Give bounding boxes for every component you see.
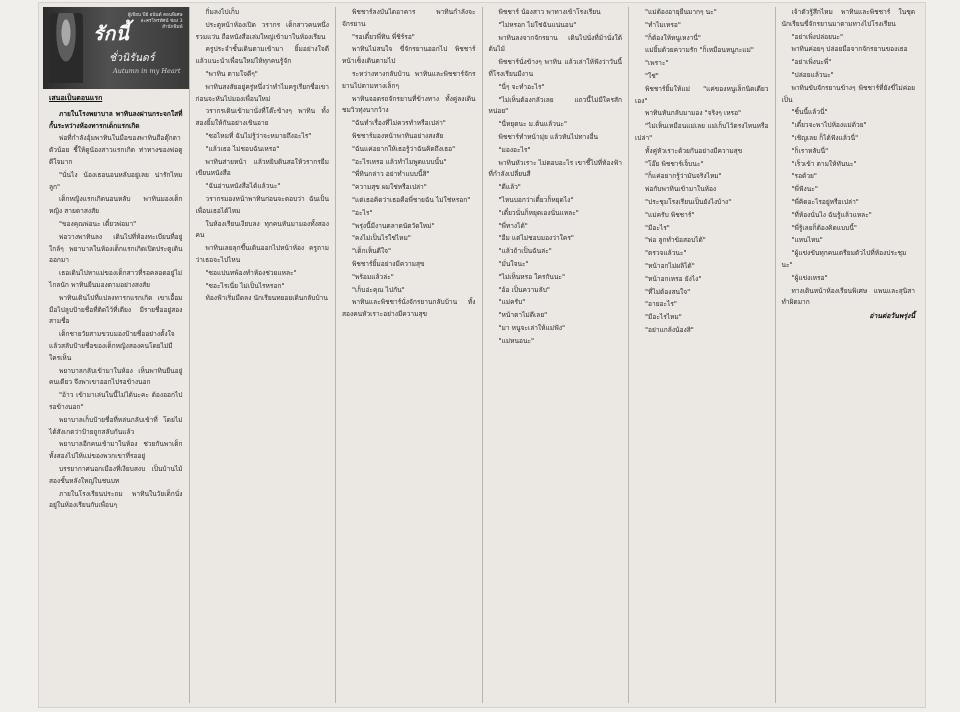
article-paragraph: "พ่อ ลูกทำข้อสอบได้" xyxy=(645,236,706,245)
article-lead-paragraph: ภายในโรงพยาบาล พาทินลงผ่านกระจกใสที่กั้นระหว่างห้องทารกเด็กแรกเกิด xyxy=(49,109,183,130)
column-4 xyxy=(483,7,630,703)
article-paragraph: ภายในโรงเรียนประถม พาทินในวัยเด็กนั่งอยู่ในห้องเรียนกับเพื่อนๆ xyxy=(49,489,183,510)
article-paragraph: "มีอะไร" xyxy=(645,223,670,232)
article-paragraph: "ไม่เห็นเหมือนแม่เลย แม่เก็บไว้ตรงไหนหรือเปล่า" xyxy=(635,122,769,142)
article-paragraph: พาทินหัวเราะ ไม่ตอบอะไร เขาชี้ไปที่ท้องฟ้าที่กำลังเปลี่ยนสี xyxy=(488,158,622,179)
article-paragraph: "อย่าเพิ่งปล่อยนะ" xyxy=(791,32,844,41)
article-paragraph: "ความสุข ผมใช่หรือเปล่า" xyxy=(352,183,427,192)
article-paragraph: "เร็วเข้า ตามให้ทันนะ" xyxy=(791,159,857,168)
article-paragraph: "ผู้แข่งเหรอ" xyxy=(791,273,828,282)
column-body xyxy=(49,109,183,512)
article-paragraph: "อายอะไร" xyxy=(645,300,677,309)
credit-line-3: สำนักพิมพ์ xyxy=(162,25,183,30)
article-paragraph: ท้องฟ้าเริ่มมืดลง นักเรียนทยอยเดินกลับบ้าน xyxy=(205,294,328,303)
article-paragraph: "แต่เธอคิดว่าเธอคือพี่ชายฉัน ไม่ใช่หรอก" xyxy=(352,195,471,204)
article-columns xyxy=(43,7,921,703)
article-paragraph: เธอเดินไปหาแม่ของเด็กสาวที่รอคลอดอยู่ไม่ไกลนัก พาทินยืนมองตามอย่างสงสัย xyxy=(49,269,183,289)
serial-title: รักนี้ xyxy=(93,23,130,45)
article-paragraph: วรากรมองหน้าพาทินก่อนจะตอบว่า ฉันเป็นเพื่อนเธอได้ไหม xyxy=(195,194,329,215)
serial-banner xyxy=(43,7,189,89)
column-body xyxy=(489,7,623,348)
column-body xyxy=(782,7,916,309)
article-paragraph: "โอ๊ย พิชชาร์เจ็บนะ" xyxy=(645,159,704,168)
article-paragraph: "พร้อมแล้วล่ะ" xyxy=(352,272,394,281)
article-paragraph: "หน้าตาไม่ดีเลย" xyxy=(498,311,548,320)
article-paragraph: ทางเดินหน้าห้องเรียนพิเศษ แพนและสุนิสาทำผิดมาก xyxy=(781,286,915,307)
article-paragraph: "เชิญเลย ก็ได้ฟังแล้วนี่" xyxy=(791,133,859,142)
article-paragraph: "ซอไหมที่ ฉันไม่รู้ว่าจะหมายถึงอะไร" xyxy=(205,131,312,140)
article-paragraph: "ฉันแค่อยากให้เธอรู้ว่าฉันคิดถึงเธอ" xyxy=(352,144,456,153)
article-paragraph: "พี่ฟังนะ" xyxy=(791,185,818,194)
article-paragraph: "แหนไหน" xyxy=(791,236,823,245)
article-paragraph: "ใช่" xyxy=(645,71,659,80)
newspaper-page xyxy=(38,2,926,708)
column-6 xyxy=(776,7,922,703)
article-paragraph: เด็กชายวัยสามขวบมองป้ายชื่ออย่างตั้งใจ แล้วสลับป้ายชื่อของเด็กหญิงสองคนโดยไม่มีใครเห็น xyxy=(49,330,175,362)
article-paragraph: วรากรเดินเข้ามานั่งที่โต๊ะข้างๆ พาทิน ทั้งสองยิ้มให้กันอย่างเขินอาย xyxy=(195,107,329,128)
article-paragraph: พิชชาร์นั่งข้างๆ พาทิน แล้วเล่าให้ฟังว่าวันนี้ที่โรงเรียนมีงาน xyxy=(488,58,622,78)
column-2 xyxy=(190,7,337,703)
article-paragraph: "ไหนบอกว่าเดี๋ยวก็หยุดไง" xyxy=(498,195,574,204)
article-paragraph: พาทินขับจักรยานข้างๆ พิชชาร์ที่ยังขี่ไม่ค่อยเป็น xyxy=(781,83,915,104)
article-paragraph: พาทินลงจากจักรยาน เดินไปนั่งที่ม้านั่งใต้ต้นไม้ xyxy=(488,33,622,54)
article-paragraph: "ซอแปนทพ้องทำห้องช่วยแหละ" xyxy=(205,268,297,277)
article-paragraph: ในห้องเรียนเงียบลง ทุกคนหันมามองทั้งสองคน xyxy=(195,219,329,240)
article-paragraph: "หน้าอกเหรอ ยังไง" xyxy=(645,274,702,283)
article-paragraph: "ประชุมโรงเรียนเป็นยังไงบ้าง" xyxy=(645,197,732,206)
article-paragraph: "พาทิน ตามใจดีๆ" xyxy=(205,69,258,78)
article-paragraph: พ่อที่กำลังอุ้มพาทินในมือของพาทินถือตุ๊กตาตัวน้อย ชี้ให้ดูน้องสาวแรกเกิด ท่าทางของพ่อดูดีใจมาก xyxy=(49,134,183,166)
article-paragraph: "ตรวจแล้วนะ" xyxy=(645,249,687,258)
article-paragraph: พาทินค่อยๆ ปล่อยมือจากจักรยานของเธอ xyxy=(791,45,908,54)
article-paragraph: ทั้งคู่หัวเราะด้วยกันอย่างมีความสุข xyxy=(645,146,743,155)
article-paragraph: "ปล่อยแล้วนะ" xyxy=(791,70,834,79)
continued-tomorrow-note: อ่านต่อวันพรุ่งนี้ xyxy=(869,312,915,321)
article-paragraph: "อะไรเหรอ แล้วทำไมพูดแบบนั้น" xyxy=(352,157,447,166)
article-paragraph: "พี่ทินกล่าว อย่าทำแบบนี้สิ" xyxy=(352,170,430,179)
article-paragraph: กิ่มลงไปเก็บ xyxy=(205,8,240,16)
column-body xyxy=(196,7,330,305)
article-paragraph: "เด็กเห็นดีใจ" xyxy=(352,247,392,256)
article-paragraph: พาทินหันกลับมามอง "จริงๆ เหรอ" xyxy=(645,109,742,118)
article-paragraph: "ไม่หรอก ไม่ใช่ฉันแน่นอน" xyxy=(498,20,577,29)
section-tag: เสนอเป็นตอนแรก xyxy=(49,94,103,102)
article-paragraph: ประตูหน้าห้องเปิด วรากร เด็กสาวคนหนึ่งรวมแว่น ถือหนังสือเล่มใหญ่เข้ามาในห้องเรียน xyxy=(195,20,329,41)
article-paragraph: "นี่หยุดนะ ม.ต้นแล้วนะ" xyxy=(498,120,567,129)
article-paragraph: "อ้าว เข้ามาเล่นในนี้ไม่ได้นะคะ ต้องออกไปรอข้างนอก" xyxy=(49,391,183,411)
article-paragraph: "แม่ต้องอายุยืนมากๆ นะ" xyxy=(645,8,717,16)
column-1 xyxy=(43,7,190,703)
article-paragraph: พิชชาร์ยิ้มอย่างมีความสุข xyxy=(352,259,425,268)
article-paragraph: "ก็แค่อยากรู้ว่ามันจริงไหม" xyxy=(645,172,722,181)
article-paragraph: พยาบาลเก็บป้ายชื่อที่หล่นกลับเข้าที่ โดยไม่ได้สังเกตว่าป้ายถูกสลับกันแล้ว xyxy=(49,415,183,436)
article-paragraph: "ผู้แข่งขันทุกคนเตรียมตัวไปที่ห้องประชุมนะ" xyxy=(781,249,907,269)
column-body xyxy=(635,7,769,337)
article-paragraph: "แม่หนอนะ" xyxy=(498,336,535,345)
article-paragraph: พาทินเลยลุกขึ้นเดินออกไปหน้าห้อง ครูถามว่าเธอจะไปไหน xyxy=(195,244,329,264)
article-paragraph: "พี่รู้เลยก็ต้องคิดแบบนี้" xyxy=(791,223,857,232)
article-paragraph: พิชชาร์ทำหน้ามุ่ย แล้วหันไปทางอื่น xyxy=(498,132,599,141)
serial-english-title: Autumn in my Heart xyxy=(113,67,181,75)
article-paragraph: บรรยากาศนอกเมืองที่เงียบสงบ เป็นบ้านไม้สองชั้นหลังใหญ่ในชนบท xyxy=(49,464,183,485)
column-5 xyxy=(629,7,776,703)
article-paragraph: พยาบาลอีกคนเข้ามาในห้อง ช่วยกันพาเด็กทั้งสองไปให้แม่ของพวกเขาที่รออยู่ xyxy=(49,440,183,461)
credit-line-2: ละครโทรทัศน์ ช่อง 3 xyxy=(140,19,183,24)
article-paragraph: พาทินจอดรถจักรยานที่ข้างทาง ทั้งคู่ลงเดินชมวิวทุ่งนากว้าง xyxy=(342,94,476,115)
article-paragraph: "อ้อ เป็นความลับ" xyxy=(498,285,550,294)
article-paragraph: "ฉันทำเรื่องที่ไม่ควรทำหรือเปล่า" xyxy=(352,119,446,128)
article-paragraph: "ชิ้นนี้แล้วนี่" xyxy=(791,108,828,117)
article-paragraph: "ไม่เห็นต้องกลัวเลย แถวนี้ไม่มีใครสักหน่อย" xyxy=(488,95,622,116)
article-paragraph: "ก็ต้องให้หนูเหงานี่" xyxy=(645,33,701,42)
article-paragraph: พ่อกับพาทินเข้ามาในห้อง xyxy=(645,185,717,194)
article-paragraph: "พี่คิดอะไรอยู่หรือเปล่า" xyxy=(791,197,859,206)
article-paragraph: "ดีแล้ว" xyxy=(498,183,521,192)
article-paragraph: เด็กหญิงแรกเกิดนอนหลับ พาทินมองเด็กหญิง สายตาสงสัย xyxy=(49,195,183,216)
article-paragraph: "ของคุณพ่อนะ เดี๋ยวพ่อมา" xyxy=(59,219,137,228)
article-paragraph: "พรุ่งนี้มีงานตลาดนัดวัดใหม่" xyxy=(352,221,435,230)
article-paragraph: "มั่นใจนะ" xyxy=(498,259,529,268)
article-paragraph: "รอด้วย" xyxy=(791,172,817,181)
article-paragraph: "อะไร" xyxy=(352,208,373,217)
article-paragraph: "มา หนูจะเล่าให้แม่ฟัง" xyxy=(498,323,566,332)
credit-line-1: ผู้เขียน ปีย์ อนันต์ ตอนพิเศษ xyxy=(127,13,183,18)
column-3 xyxy=(336,7,483,703)
article-paragraph: "ไม่เห็นหรอ ใครกันนะ" xyxy=(498,272,566,281)
article-paragraph: "อย่าเพิ่งนะพี่" xyxy=(791,58,832,67)
article-paragraph: ครูประจำชั้นเดินตามเข้ามา ยิ้มอย่างใจดี แล้วแนะนำเพื่อนใหม่ให้ทุกคนรู้จัก xyxy=(195,45,329,66)
article-paragraph: "ก็เราหลับนี่" xyxy=(791,146,829,155)
article-paragraph: เจ้าตัวรู้สึกไหม พาทินและพิชชาร์ ในชุดนักเรียนขี่จักรยานมาตามทางไปโรงเรียน xyxy=(781,8,915,28)
article-paragraph: "ที่ไม่ต้องสนใจ" xyxy=(645,287,691,296)
article-paragraph: "รอเดี๋ยวพี่ทิน พี่ชิร์รอ" xyxy=(352,32,415,41)
article-paragraph: "คงไม่เป็นไรใช่ไหม" xyxy=(352,234,411,243)
article-paragraph: "อย่าแกล้งน้องสิ" xyxy=(645,325,694,334)
article-paragraph: พาทินไม่สนใจ ขี่จักรยานออกไป พิชชาร์หน้าเซ็งเดินตามไป xyxy=(342,45,476,66)
article-paragraph: "ซอะไรเนี่ย ไม่เป็นไรหรอก" xyxy=(205,281,285,290)
article-paragraph: พิชชาร์มองหน้าพาทินอย่างสงสัย xyxy=(352,131,444,140)
article-paragraph: "มีอะไรไหม" xyxy=(645,313,682,322)
article-paragraph: พาทินสงสัยอยู่ครู่หนึ่งว่าทำไมครูเรียกชื่อเขา ก่อนจะหันไปมองเพื่อนใหม่ xyxy=(195,82,330,103)
article-paragraph: พาทินส่ายหน้า แล้วหยิบดินสอให้วรากรยืมเขียนหนังสือ xyxy=(195,157,329,178)
article-paragraph: แม่ยิ้มด้วยความรัก "ก็เหมือนหนูกะแม่" xyxy=(645,46,754,55)
article-paragraph: "หน้าอกไม่ผลิได้" xyxy=(645,261,695,270)
article-paragraph: พยาบาลกลับเข้ามาในห้อง เห็นพาทินยืนอยู่คนเดียว จึงพาเขาออกไปรอข้างนอก xyxy=(49,366,183,387)
serial-subtitle: ชั่วนิรันดร์ xyxy=(109,52,155,64)
article-paragraph: "แม่ครับ" xyxy=(498,298,526,307)
article-paragraph: พิชชาร์ น้องสาว พาทางเข้าโรงเรียน xyxy=(498,8,601,16)
article-paragraph: "เพราะ" xyxy=(645,59,669,68)
article-paragraph: "นี่ๆ จะทำอะไร" xyxy=(498,82,545,91)
article-paragraph: "นั่นไง น้องเธอนอนหลับอยู่เลย น่ารักไหมลูก" xyxy=(49,170,183,191)
article-paragraph: "ฉันอ่านหนังสือได้แล้วนะ" xyxy=(205,182,281,191)
article-paragraph: พิชชาร์ยิ้มให้แม่ "แค่ของหนูเล็กนิดเดียวเอง" xyxy=(635,84,769,105)
article-paragraph: ระหว่างทางกลับบ้าน พาทินและพิชชาร์จักรยานไปตามทางเล็กๆ xyxy=(342,69,476,90)
article-paragraph: "ทำไมเหรอ" xyxy=(645,20,681,29)
actor-photo xyxy=(49,13,83,83)
article-paragraph: พิชชาร์ลงบันไดอาคาร พาทินกำลังจะจักรยาน xyxy=(342,8,476,28)
article-paragraph: "แล้วถ้าเป็นฉันล่ะ" xyxy=(498,247,552,256)
article-paragraph: "ที่ห้องนั่นไง ฉันรู้แล้วแหละ" xyxy=(791,210,872,219)
article-paragraph: "เดี๋ยวจะพาไปห้องแม่ด้วย" xyxy=(791,121,867,130)
article-paragraph: "พี่ทางได้" xyxy=(498,221,528,230)
article-paragraph: "เดี๋ยวนั่นก็หยุดเองนั่นแหละ" xyxy=(498,208,579,217)
article-paragraph: "อืม แต่ไม่ชอบมองว่าใคร" xyxy=(498,234,574,243)
article-paragraph: "เก็บอ่ะคุณ ไปกัน" xyxy=(352,285,405,294)
article-paragraph: "มองอะไร" xyxy=(498,145,531,154)
article-paragraph: "แม่ครับ พิชชาร์" xyxy=(645,210,695,219)
column-body xyxy=(342,7,476,321)
article-paragraph: พ่อวางพาทินลง เดินไปที่ห้องทะเบียนที่อยู่ใกล้ๆ พยาบาลในห้องเด็กแรกเกิดเปิดประตูเดินออกมา xyxy=(49,232,183,265)
article-paragraph: พาทินเดินไปที่แปลงทารกแรกเกิด เขาเอื้อมมือไปลูบป้ายชื่อที่ติดไว้ที่เตียง มีรายชื่ออยู่สองสามชื่อ xyxy=(49,293,183,326)
article-paragraph: พาทินและพิชชาร์นั่งจักรยานกลับบ้าน ทั้งสองคนหัวเราะอย่างมีความสุข xyxy=(342,298,476,319)
article-paragraph: "แล้วเธอ ไม่ชอบฉันเหรอ" xyxy=(205,144,280,153)
